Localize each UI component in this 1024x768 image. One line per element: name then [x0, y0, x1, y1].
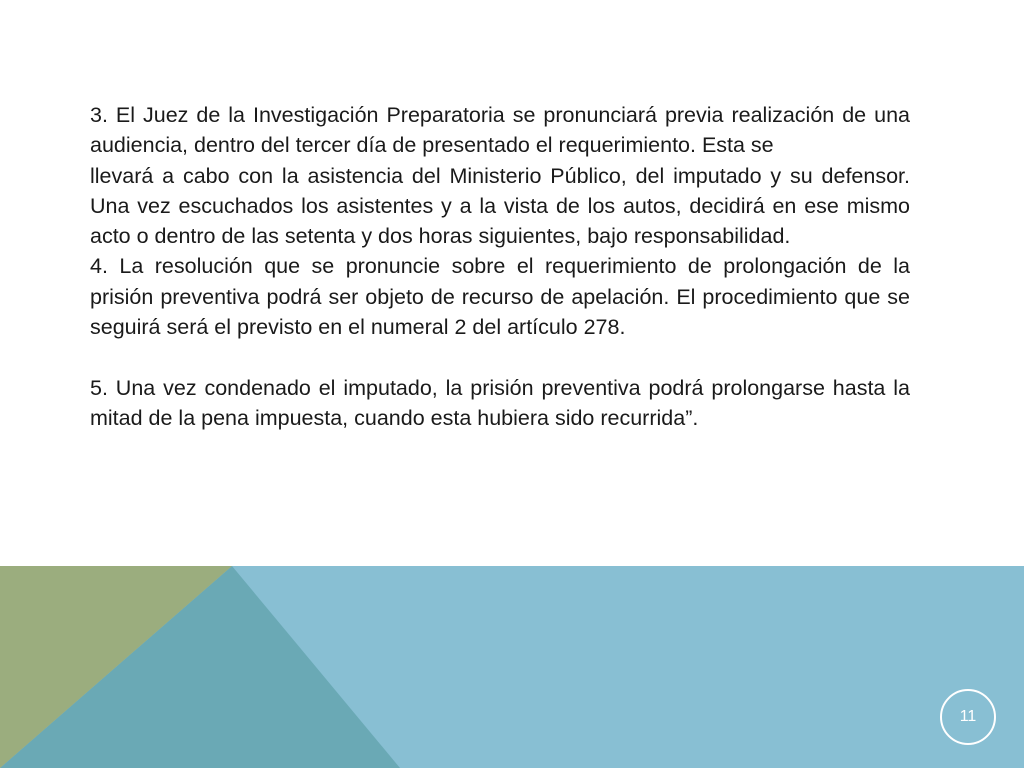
page-number-badge	[940, 689, 996, 745]
paragraph-5: 5. Una vez condenado el imputado, la prisión preventiva podrá prolongarse hasta la mitad de la pena impuesta, cuando esta hubiera sido recurrida”.	[90, 375, 910, 430]
page-number: 11	[959, 708, 977, 725]
paragraph-4: 4. La resolución que se pronuncie sobre el requerimiento de prolongación de la prisión preventiva podrá ser objeto de recurso de apelación. El procedimiento que se seguirá será el previsto en el numeral 2 del artículo 278.	[90, 254, 910, 340]
slide-body-text	[90, 100, 910, 433]
paragraph-3-continued: llevará a cabo con la asistencia del Ministerio Público, del imputado y su defensor. Una vez escuchados los asistentes y a la vista de los autos, decidirá en ese mismo acto o dentro de las setenta y dos horas siguientes, bajo responsabilidad.	[90, 163, 910, 249]
paragraph-spacer	[90, 342, 910, 372]
paragraph-3: 3. El Juez de la Investigación Preparatoria se pronunciará previa realización de una audiencia, dentro del tercer día de presentado el requerimiento. Esta se	[90, 103, 910, 158]
